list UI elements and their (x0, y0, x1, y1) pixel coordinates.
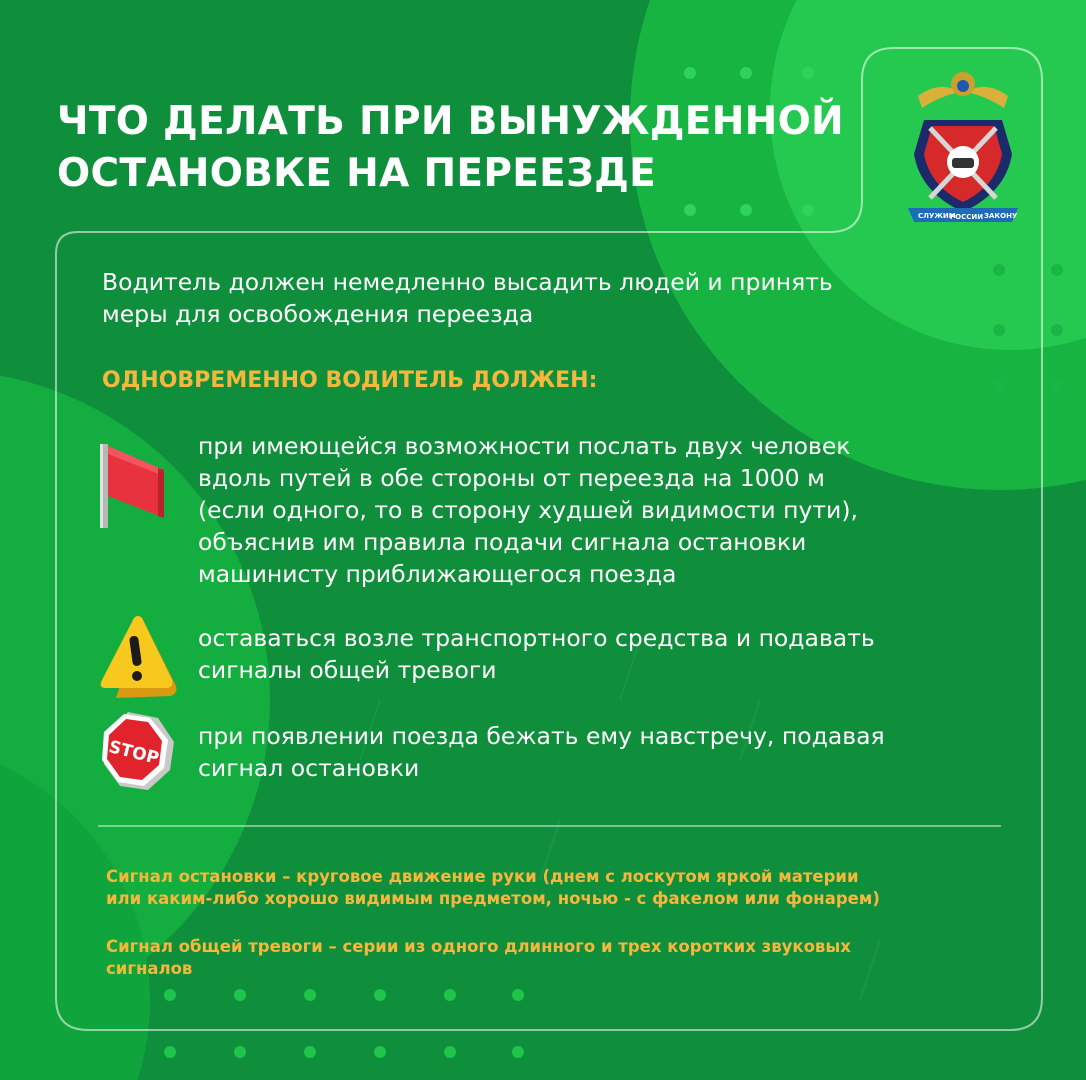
instruction-1-line-5: машинисту приближающегося поезда (198, 560, 677, 588)
instruction-item-3 (198, 720, 1018, 784)
instruction-2-line-2: сигналы общей тревоги (198, 656, 497, 684)
instruction-1-line-3: (если одного, то в сторону худшей видимости пути), (198, 496, 858, 524)
stop-sign-text: STOP (106, 737, 161, 769)
footnote-stop-signal (106, 866, 986, 910)
page-title-line-2: ОСТАНОВКЕ НА ПЕРЕЕЗДЕ (57, 151, 657, 196)
police-emblem-icon (900, 62, 1026, 230)
intro-text (102, 266, 982, 330)
footnote-1-line-1: Сигнал остановки – круговое движение руки (днем с лоскутом яркой материи (106, 867, 859, 886)
emblem-ribbon-text-1: СЛУЖИМ (918, 212, 956, 220)
instruction-item-2 (198, 622, 1018, 686)
footnote-alarm-signal (106, 936, 986, 980)
red-flag-icon (98, 440, 172, 530)
instruction-3-line-1: при появлении поезда бежать ему навстречу, подавая (198, 722, 885, 750)
instruction-3-line-2: сигнал остановки (198, 754, 420, 782)
footnote-2-line-1: Сигнал общей тревоги – серии из одного длинного и трех коротких звуковых (106, 937, 851, 956)
instruction-1-line-1: при имеющейся возможности послать двух человек (198, 432, 851, 460)
emblem-ribbon-text-3: ЗАКОНУ (984, 212, 1018, 220)
footnote-1-line-2: или каким-либо хорошо видимым предметом, ночью - с факелом или фонарем) (106, 889, 880, 908)
section-heading: ОДНОВРЕМЕННО ВОДИТЕЛЬ ДОЛЖЕН: (102, 368, 598, 393)
instruction-2-line-1: оставаться возле транспортного средства и подавать (198, 624, 875, 652)
warning-icon (98, 614, 178, 700)
intro-line-1: Водитель должен немедленно высадить людей и принять (102, 268, 833, 296)
instruction-1-line-2: вдоль путей в обе стороны от переезда на 1000 м (198, 464, 825, 492)
page-title (57, 96, 847, 200)
divider (98, 825, 1001, 827)
instruction-1-line-4: объяснив им правила подачи сигнала остановки (198, 528, 807, 556)
footnote-2-line-2: сигналов (106, 959, 193, 978)
emblem-ribbon-text-2: РОССИИ (950, 213, 984, 221)
stop-sign-icon (98, 708, 176, 800)
instruction-item-1 (198, 430, 1018, 590)
intro-line-2: меры для освобождения переезда (102, 300, 534, 328)
page-title-line-1: ЧТО ДЕЛАТЬ ПРИ ВЫНУЖДЕННОЙ (57, 99, 844, 144)
